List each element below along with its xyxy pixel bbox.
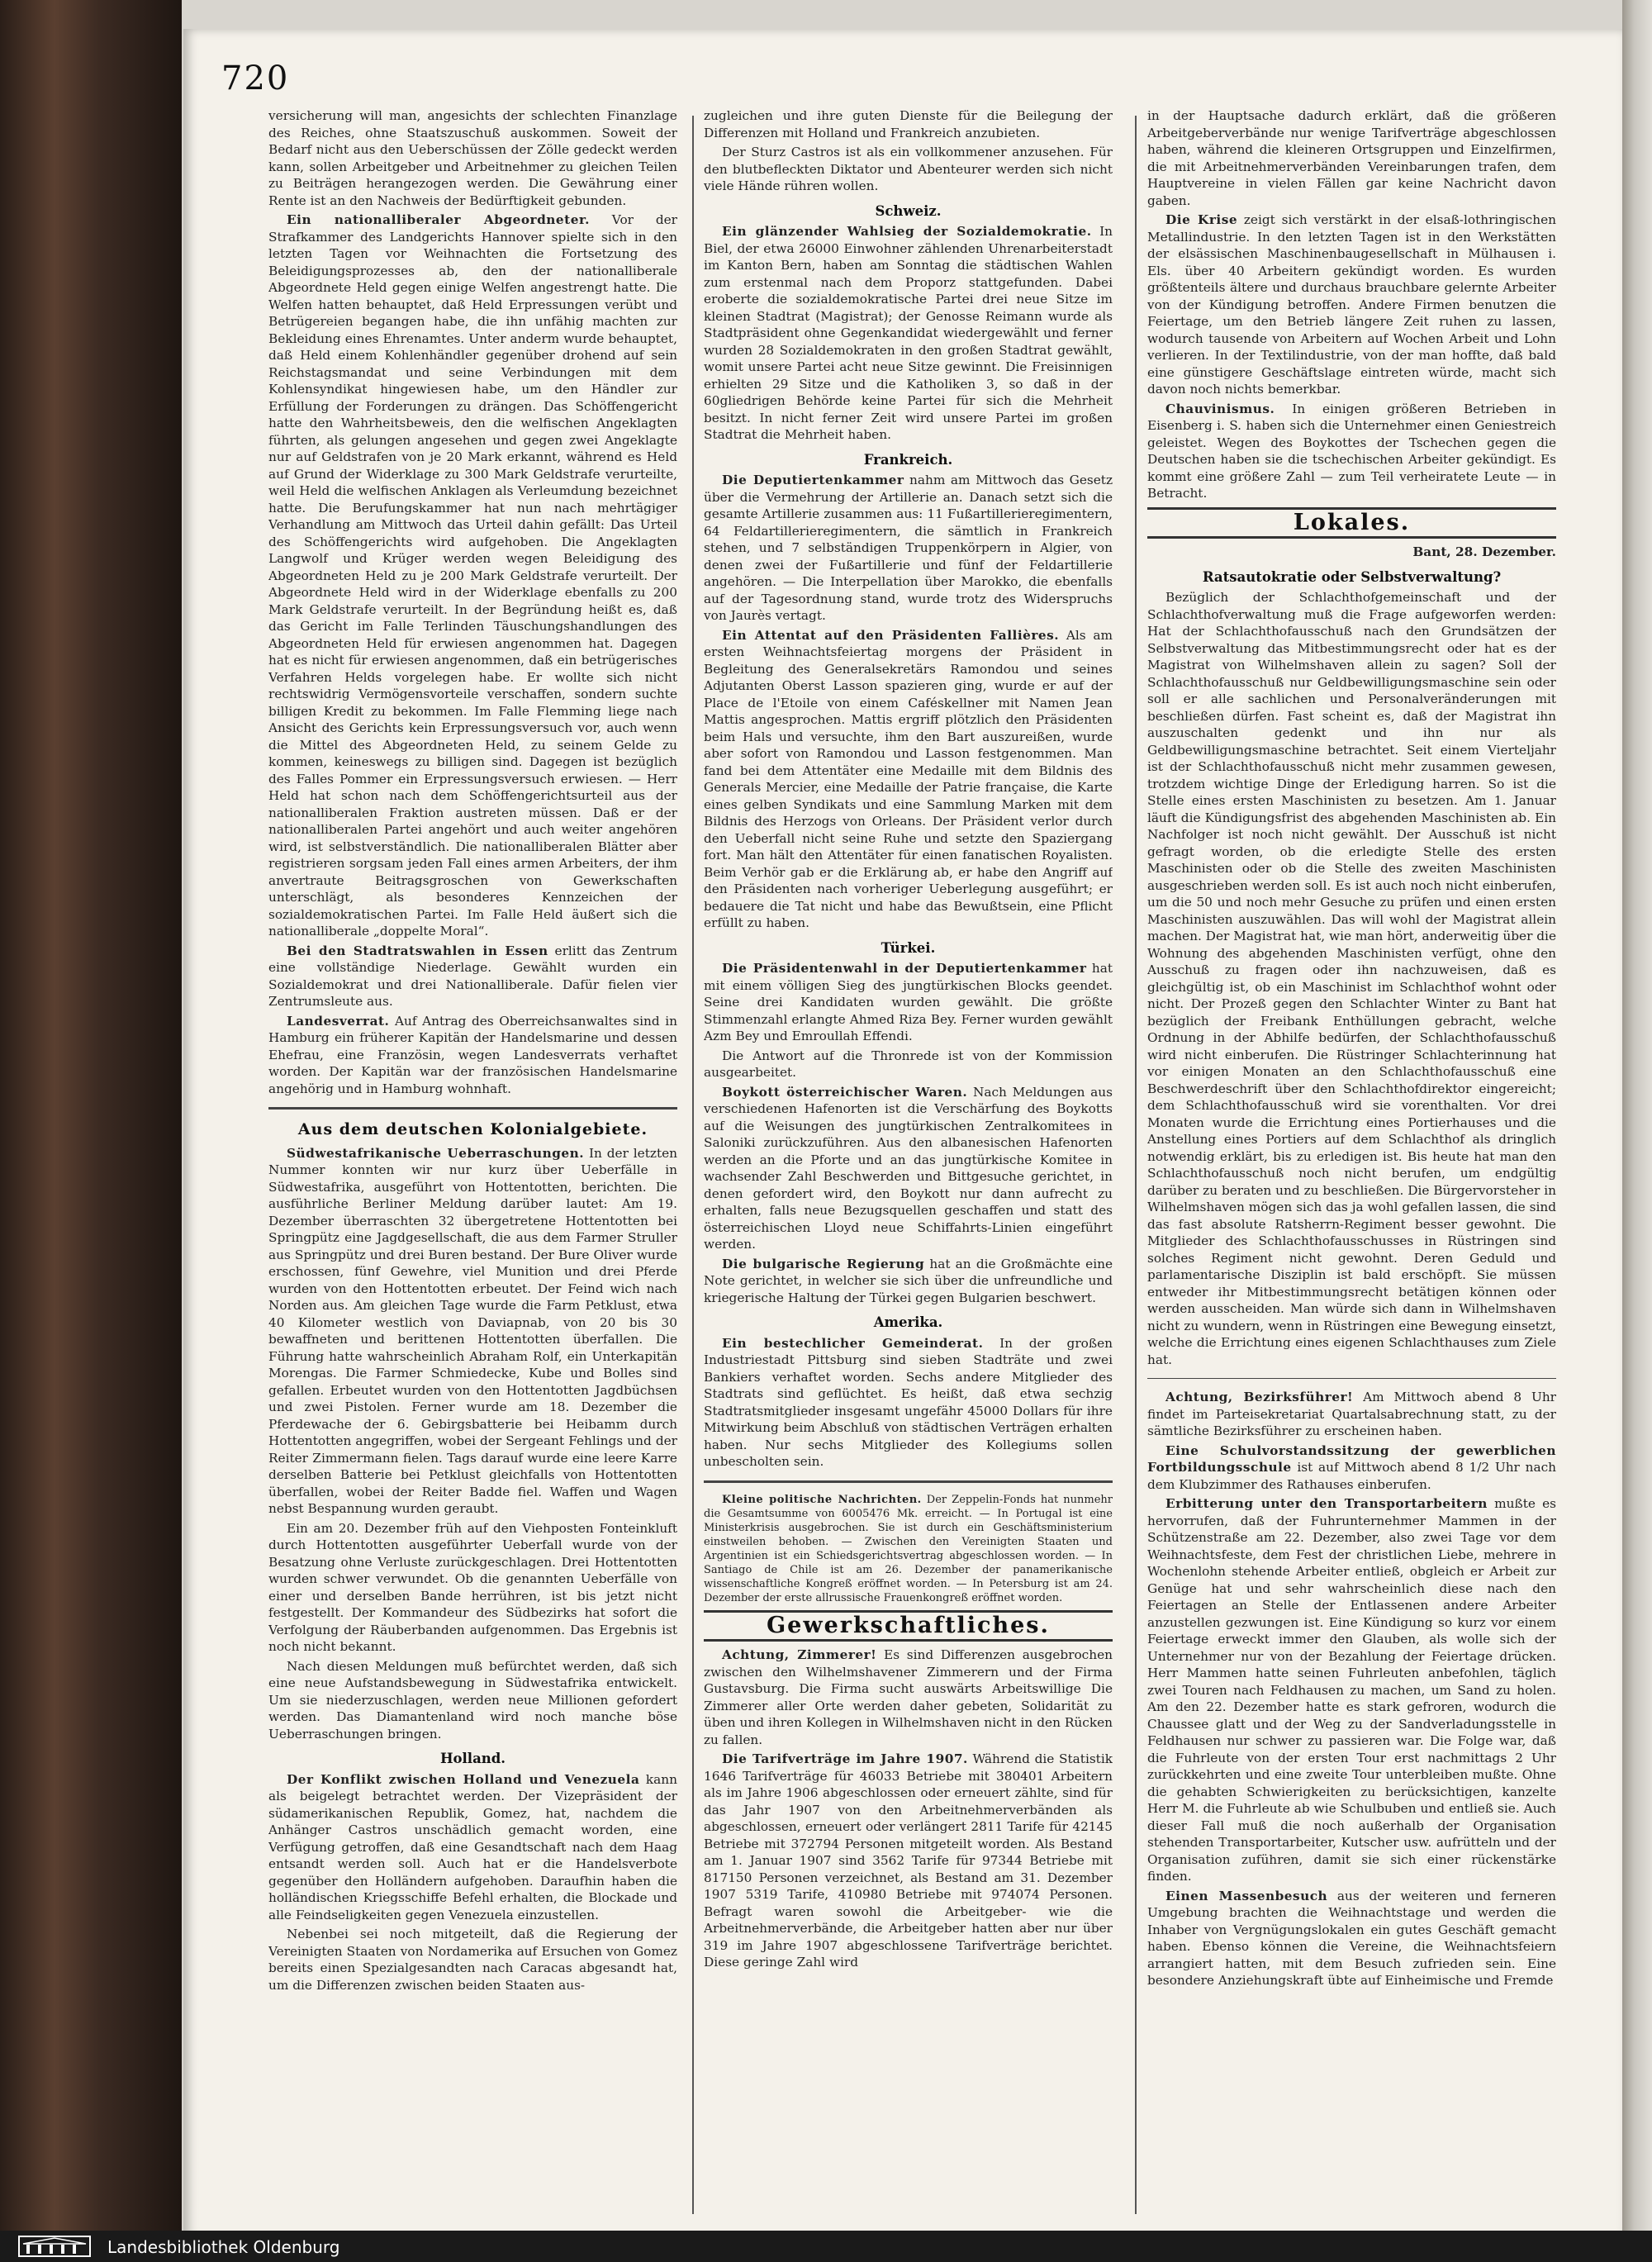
paragraph-lead: Eine Schulvorstandssitzung der gewerblichen Fortbildungsschule	[1147, 1442, 1556, 1475]
paragraph: versicherung will man, angesichts der schlechten Finanzlage des Reiches, ohne Staatszuschuß auskommen. Soweit der Bedarf nicht aus den Ueberschüssen der Zölle gedeckt werden kann, sollen Arbeitgeber und Arbeitnehmer zu gleichen Teilen zu Beiträgen herangezogen werden. Die Gewährung einer Rente ist an den Nachweis der Bedürftigkeit gebunden.	[268, 108, 677, 208]
paragraph-lead: Erbitterung unter den Transportarbeitern	[1165, 1496, 1488, 1511]
paragraph-lead: Achtung, Zimmerer!	[722, 1647, 877, 1662]
paragraph-body: erlitt das Zentrum eine vollständige Niederlage. Gewählt wurden ein Sozialdemokrat und drei Nationalliberale. Dafür fielen vier Zentrumsleute aus.	[268, 943, 677, 1009]
paragraph-lead: Bei den Stadtratswahlen in Essen	[287, 943, 548, 958]
paragraph-lead: Die Deputiertenkammer	[722, 473, 904, 487]
paragraph-body: ist auf Mittwoch abend 8 1/2 Uhr nach dem Klubzimmer des Rathauses einberufen.	[1147, 1460, 1556, 1492]
paragraph-lead: Landesverrat.	[287, 1013, 390, 1029]
paragraph-lead: Achtung, Bezirksführer!	[1165, 1390, 1354, 1404]
paragraph	[268, 1771, 677, 1924]
paragraph: Der Sturz Castros ist als ein vollkommener anzusehen. Für den blutbefleckten Diktator und Abenteurer werden sich nicht viele Hände rühren wollen.	[704, 145, 1113, 193]
paragraph-body: Vor der Strafkammer des Landgerichts Hannover spielte sich in den letzten Tagen vor Weihnachten die Fortsetzung des Beleidigungsprozesses ab, den der nationalliberale Abgeordnete Held gegen einige Welfen angestrengt hatte. Die Welfen hatten behauptet, daß Held Erpressungen verübt und Betrügereien begangen habe, die ihn unfähig machten zur Bekleidung eines Ehrenamtes. Unter anderm wurde behauptet, daß Held einem Kohlenhändler gegenüber drohend auf sein Reichstagsmandat und seine Verbindungen mit dem Kohlensyndikat hingewiesen habe, um den Händler zur Erfüllung der Forderungen zu drängen. Das Schöffengericht hatte den Wahrheitsbeweis, den die welfischen Angeklagten führten, als gelungen angesehen und gegen zwei Angeklagte nur auf Geldstrafen von je 20 Mark erkannt, während es Held auf Grund der Widerklage zu 300 Mark Geldstrafe verurteilte, weil Held die welfischen Anklagen als Verleumdung bezeichnet hatte. Die Berufungskammer hat nun nach mehrtägiger Verhandlung am Mittwoch das Urteil dahin gefällt: Das Urteil des Schöffengerichts wird aufgehoben. Die Angeklagten Langwolf und Krüger werden wegen Beleidigung des Abgeordneten Held zu je 200 Mark Geldstrafe verurteilt. Der Abgeordnete Held wird in der Widerklage ebenfalls zu 200 Mark Geldstrafe verurteilt. In der Begründung heißt es, daß das Gericht im Falle Terlinden Täuschungshandlungen des Abgeordneten Held für erwiesen angenommen hat. Dagegen hat es nicht für erwiesen angenommen, daß ein betrügerisches Verfahren Helds vorgelegen habe. Er wollte sich nicht rechtswidrig Vermögensvorteile verschaffen, sondern suchte billigen Kredit zu bekommen. Im Falle Flemming liege nach Ansicht des Gerichts kein Erpressungsversuch vor, auch wenn die Mittel des Abgeordneten Held, zu seinem Gelde zu kommen, keineswegs zu billigen sind. Dagegen ist bezüglich des Falles Pommer ein Erpressungsversuch erwiesen. — Herr Held hat schon nach dem Schöffengerichtsurteil aus der nationalliberalen Fraktion austreten müssen. Daß er der nationalliberalen Partei angehört und auch weiter angehören wird, ist selbstverständlich. Die nationalliberalen Blätter aber registrieren sorgsam jeden Fall eines armen Arbeiters, der ihm anvertraute Beitragsgroschen von Gewerkschaften unterschlägt, als besonderes Kennzeichen der sozialdemokratischen Partei. Im Falle Held äußert sich die nationalliberale „doppelte Moral“.	[268, 212, 677, 939]
page-number: 720	[221, 59, 290, 97]
paragraph	[1147, 211, 1556, 398]
paragraph-body: hat an die Großmächte eine Note gerichtet, in welcher sie sich über die unfreundliche und kriegerische Haltung der Türkei gegen Bulgarien beschwert.	[704, 1256, 1113, 1305]
section-heading-kolonial: Aus dem deutschen Kolonialgebiete.	[297, 1120, 648, 1138]
paragraph-lead: Die Tarifverträge im Jahre 1907.	[722, 1751, 968, 1766]
section-rule	[268, 1107, 677, 1110]
paragraph-body: hat mit einem völligen Sieg des jungtürkischen Blocks geendet. Seine drei Kandidaten wurden gewählt. Die größte Stimmenzahl erlangte Ahmed Riza Bey. Ferner wurden gewählt Azm Bey und Emroullah Effendi.	[704, 961, 1113, 1043]
paragraph	[268, 211, 677, 940]
paragraph-lead: Ein glänzender Wahlsieg der Sozialdemokratie.	[722, 224, 1092, 239]
country-heading-amerika: Amerika.	[873, 1314, 943, 1330]
paragraph-body: In der letzten Nummer konnten wir nur kurz über Ueberfälle in Südwestafrika, ausgeführt von Hottentotten, berichten. Die ausführliche Berliner Meldung darüber lautet: Am 19. Dezember überraschten 32 übergetretene Hottentotten bei Springpütz eine Jagdgesellschaft, die aus dem Farmer Struller aus Springpütz und drei Buren bestand. Der Bure Oliver wurde erschossen, fünf Gewehre, viel Munition und drei Pferde wurden von den Hottentotten erbeutet. Der Feind wich nach Norden aus. Am gleichen Tage wurde die Farm Petklust, etwa 40 Kilometer westlich von Daviapnab, von 20 bis 30 bewaffneten und berittenen Hottentotten überfallen. Die Führung hatte wahrscheinlich Abraham Rolf, ein Unterkapitän Morengas. Die Farmer Schmiedecke, Kube und Bolles sind gefallen. Erbeutet wurden von den Hottentotten Jagdbüchsen und zwei Pistolen. Ferner wurde am 18. Dezember die Pferdewache der 6. Gebirgsbatterie bei Heibamm durch Hottentotten angegriffen, wobei der Sergeant Fehlings und der Reiter Zimmermann fielen. Tags darauf wurde eine leere Karre derselben Batterie bei Petklust gleichfalls von Hottentotten überfallen, wobei der Reiter Badde fiel. Waffen und Wagen nebst Bespannung wurden geraubt.	[268, 1145, 677, 1516]
paragraph: Die Antwort auf die Thronrede ist von der Kommission ausgearbeitet.	[704, 1048, 1113, 1080]
paragraph-body: kann als beigelegt betrachtet werden. Der Vizepräsident der südamerikanischen Republik, Gomez, hat, nachdem die Anhänger Castros unschädlich gemacht worden, eine Verfügung getroffen, daß eine Gesandtschaft nach dem Haag entsandt werden soll. Auch hat er die Handelsverbote gegenüber den Holländern aufgehoben. Daraufhin haben die holländischen Kriegsschiffe Befehl erhalten, die Blockade und alle Feindseligkeiten gegen Venezuela einzustellen.	[268, 1771, 677, 1922]
paragraph-body: mußte es hervorrufen, daß der Fuhrunternehmer Mammen in der Schützenstraße am 22. Dezember, also zwei Tage vor dem Weihnachtsfeste, dem Fest der christlichen Liebe, mehrere in Wochenlohn stehende Arbeiter entließ, obgleich er Arbeit zur Genüge hat und sehr wahrscheinlich diese nach den Feiertagen an Stelle der Entlassenen andere Arbeiter anzustellen gezwungen ist. Eine Kündigung so kurz vor einem Feiertage erweckt immer den Glauben, als wolle sich der Unternehmer nur von der Bezahlung der Feiertage drücken. Herr Mammen hatte seinen Fuhrleuten anbefohlen, täglich zwei Touren nach Feldhausen zu machen, um Sand zu holen. Am den 22. Dezember hatte es stark gefroren, wodurch die Chaussee glatt und der Weg zu der Sandverladungsstelle in Feldhausen nur schwer zu passieren war. Die Folge war, daß die Fuhrleute von der ersten Tour erst nachmittags 2 Uhr zurückkehrten und eine zweite Tour unterbleiben mußte. Ohne die gehabten Schwierigkeiten zu berücksichtigen, kanzelte Herr M. die Fuhrleute ab wie Schulbuben und entließ sie. Auch dieser Fall muß die noch außerhalb der Organisation stehenden Transportarbeiter, Kutscher usw. aufrütteln und der Organisation zuführen, damit sie sich einer rückenstärke finden.	[1147, 1496, 1556, 1884]
paragraph-body: In Biel, der etwa 26000 Einwohner zählenden Uhrenarbeiterstadt im Kanton Bern, haben am Sonntag die städtischen Wahlen zum erstenmal nach dem Proporz stattgefunden. Dabei eroberte die sozialdemokratische Partei drei neue Sitze im kleinen Stadtrat (Magistrat); der Genosse Reimann wurde als Stadtpräsident ohne Gegenkandidat wiedergewählt und ferner wurden 28 Sozialdemokraten in den großen Stadtrat gewählt, womit unsere Partei acht neue Sitze gewinnt. Die Freisinnigen erhielten 29 Sitze und die Katholiken 3, so daß in der 60gliedrigen Behörde keine Partei für sich die Mehrheit besitzt. In nicht ferner Zeit wird unsere Partei im großen Stadtrat die Mehrheit haben.	[704, 224, 1113, 442]
paragraph-lead: Boykott österreichischer Waren.	[722, 1084, 968, 1100]
paragraph-lead: Kleine politische Nachrichten.	[722, 1493, 922, 1506]
paragraph	[1147, 1442, 1556, 1494]
paragraph: in der Hauptsache dadurch erklärt, daß die größeren Arbeitgeberverbände nur wenige Tarifverträge abgeschlossen haben, während die kleineren Ortsgruppen und Einzelfirmen, die mit Arbeitnehmerverbänden Vereinbarungen trafen, dem Hauptvereine in vielen Fällen gar keine Nachricht davon gaben.	[1147, 108, 1556, 208]
paragraph-body: nahm am Mittwoch das Gesetz über die Vermehrung der Artillerie an. Danach setzt sich die gesamte Artillerie zusammen aus: 11 Fußartillerieregimentern, 64 Feldartillerieregimentern, die sämtlich in Frankreich stehen, und 7 selbständigen Truppenkörpern in Algier, von denen zwei der Fußartillerie und fünf der Feldartillerie angehören. — Die Interpellation über Marokko, die ebenfalls auf der Tagesordnung stand, wurde trotz des Widerspruchs von Jaurès vertagt.	[704, 473, 1113, 623]
paragraph-body: Als am ersten Weihnachtsfeiertag morgens der Präsident in Begleitung des Generalsekretärs Ramondou und seines Adjutanten Oberst Lasson spazieren ging, wurde er auf der Place de l'Etoile von einem Caféskellner mit Namen Jean Mattis angesprochen. Mattis ergriff plötzlich den Präsidenten beim Hals und versuchte, ihm den Bart auszureißen, wurde aber sofort von Ramondou und Lasson festgenommen. Man fand bei dem Attentäter eine Medaille mit dem Bildnis des Generals Mercier, eine Medaille der Patrie française, die Karte eines gelben Syndikats und eine Sammlung Marken mit dem Bildnis des Herzogs von Orleans. Der Präsident verlor durch den Ueberfall nicht seine Ruhe und setzte den Spaziergang fort. Man hält den Attentäter für einen fanatischen Royalisten. Beim Verhör gab er die Erklärung ab, er habe den Angriff auf den Präsidenten nach vorheriger Ueberlegung ausgeführt; er bedauere die Tat nicht und habe das Bewußtsein, eine Pflicht erfüllt zu haben.	[704, 627, 1113, 930]
paragraph-body: In der großen Industriestadt Pittsburg sind sieben Stadträte und zwei Bankiers verhaftet worden. Sechs andere Mitglieder des Stadtrats sind geflüchtet. Es heißt, daß etwa sechzig Stadtratsmitglieder insgesamt ungefähr 45000 Dollars für ihre Mitwirkung beim Abschluß von städtischen Verträgen erhalten haben. Nur sechs Mitglieder des Kollegiums sollen unbescholten sein.	[704, 1335, 1113, 1469]
paragraph	[704, 960, 1113, 1045]
paragraph-lead: Der Konflikt zwischen Holland und Venezuela	[287, 1771, 640, 1787]
paragraph-lead: Einen Massenbesuch	[1165, 1888, 1328, 1903]
book-binding-edge	[0, 0, 182, 2262]
article-heading: Ratsautokratie oder Selbstverwaltung?	[1202, 568, 1502, 585]
paragraph-lead: Die Präsidentenwahl in der Deputiertenkammer	[722, 961, 1087, 976]
paragraph: Nebenbei sei noch mitgeteilt, daß die Regierung der Vereinigten Staaten von Nordamerika auf Ersuchen von Gomez bereits einen Spezialgesandten nach Caracas abgesandt hat, um die Differenzen zwischen beiden Staaten aus-	[268, 1927, 677, 1993]
paragraph-body: zeigt sich verstärkt in der elsaß-lothringischen Metallindustrie. In den letzten Tagen ist in den Werkstätten der elsässischen Maschinenbaugesellschaft in Mülhausen i. Els. über 40 Arbeitern gekündigt worden. Es wurden größtenteils ältere und durchaus brauchbare gelernte Arbeiter von der Kündigung betroffen. Andere Firmen benutzen die Feiertage, um den Betrieb längere Zeit ruhen zu lassen, wodurch tausende von Arbeitern auf Wochen Arbeit und Lohn verlieren. In der Textilindustrie, von der man hoffte, daß bald eine günstigere Geschäftslage eintreten würde, macht sich davon noch nichts bemerkbar.	[1147, 212, 1556, 397]
dateline: Bant, 28. Dezember.	[1412, 544, 1556, 559]
paragraph	[704, 472, 1113, 625]
paragraph-body: In einigen größeren Betrieben in Eisenberg i. S. haben sich die Unternehmer einen Geniestreich geleistet. Wegen des Boykottes der Tschechen gegen die Deutschen haben sie die tschechischen Arbeiter gekündigt. Es kommt eine größere Zahl — zum Teil verheiratete Leute — in Betracht.	[1147, 401, 1556, 501]
paragraph	[268, 1013, 677, 1098]
paragraph	[704, 1084, 1113, 1253]
paragraph-lead: Ein bestechlicher Gemeinderat.	[722, 1335, 984, 1351]
paragraph: zugleichen und ihre guten Dienste für die Beilegung der Differenzen mit Holland und Frankreich anzubieten.	[704, 108, 1113, 140]
paragraph	[704, 1647, 1113, 1748]
country-heading-frankreich: Frankreich.	[863, 451, 953, 468]
paragraph-lead: Die Krise	[1165, 212, 1238, 227]
paragraph: Nach diesen Meldungen muß befürchtet werden, daß sich eine neue Aufstandsbewegung in Südwestafrika entwickelt. Um sie niederzuschlagen, werden neue Millionen gefordert werden. Das Diamantenland wird noch manche böse Ueberraschungen bringen.	[268, 1658, 677, 1742]
news-brief	[704, 1493, 1113, 1605]
paragraph	[268, 943, 677, 1010]
paragraph	[1147, 1495, 1556, 1885]
paragraph-lead: Südwestafrikanische Ueberraschungen.	[287, 1145, 585, 1161]
column-divider	[692, 116, 694, 2214]
paragraph	[704, 1335, 1113, 1471]
paragraph	[704, 1751, 1113, 1971]
section-heading-lokales: Lokales.	[1147, 507, 1556, 539]
paragraph	[1147, 401, 1556, 502]
library-logo-icon	[18, 2236, 91, 2257]
paragraph-body: aus der weiteren und ferneren Umgebung brachten die Weihnachtstage und werden die Inhaber von Vergnügungslokalen ein gutes Geschäft gemacht haben. Ebenso können die Vereine, die Weihnachtsfeiern arrangiert hatten, mit dem Besuch zufrieden sein. Eine besondere Anziehungskraft übte auf Einheimische und Fremde	[1147, 1888, 1556, 1988]
country-heading-schweiz: Schweiz.	[875, 202, 942, 219]
paragraph-body: Nach Meldungen aus verschiedenen Hafenorten ist die Verschärfung des Boykotts auf die Weisungen des jungtürkischen Zentralkomitees in Saloniki zurückzuführen. Aus den albanesischen Hafenorten werden an die Pforte und an das jungtürkische Komitee in wachsender Zahl Beschwerden und Bittgesuche gerichtet, in denen gefordert wird, den Boykott nur dann aufrecht zu erhalten, falls neue Bezugsquellen geschaffen und statt des österreichischen Lloyd neue Schiffahrts-Linien eingeführt werden.	[704, 1084, 1113, 1252]
paragraph-lead: Die bulgarische Regierung	[722, 1256, 925, 1271]
paragraph-body: Auf Antrag des Oberreichsanwaltes sind in Hamburg ein früherer Kapitän der Handelsmarine und dessen Ehefrau, eine Französin, wegen Landesverrats verhaftet worden. Der Kapitän war der französischen Handelsmarine angehörig und in Hamburg wohnhaft.	[268, 1013, 677, 1096]
column-right	[1147, 107, 1556, 2218]
paragraph	[1147, 1888, 1556, 1989]
paragraph-lead: Ein Attentat auf den Präsidenten Fallières.	[722, 627, 1060, 643]
paragraph-body: Am Mittwoch abend 8 Uhr findet im Parteisekretariat Quartalsabrechnung statt, zu der sämtliche Bezirksführer zu erscheinen haben.	[1147, 1390, 1556, 1438]
page-stack-edge	[1622, 0, 1652, 2262]
paragraph	[704, 223, 1113, 444]
paragraph-lead: Chauvinismus.	[1165, 401, 1275, 416]
country-heading-holland: Holland.	[439, 1751, 506, 1766]
library-name[interactable]: Landesbibliothek Oldenburg	[107, 2237, 340, 2257]
section-heading-gewerkschaftliches: Gewerkschaftliches.	[704, 1610, 1113, 1642]
paragraph-body: Es sind Differenzen ausgebrochen zwischen den Wilhelmshavener Zimmerern und der Firma Gustavsburg. Die Firma sucht auswärts Arbeitswillige Die Zimmerer aller Orte werden daher gebeten, Solidarität zu üben und ihren Kollegen in Wilhelmshaven nicht in den Rücken zu fallen.	[704, 1647, 1113, 1747]
section-rule	[1147, 1378, 1556, 1379]
column-divider	[1135, 116, 1137, 2214]
paragraph: Bezüglich der Schlachthofgemeinschaft und der Schlachthofverwaltung muß die Frage aufgeworfen werden: Hat der Schlachthofausschuß nach den Grundsätzen der Selbstverwaltung das Mitbestimmungsrecht oder hat es der Magistrat von Wilhelmshaven allein zu sagen? Soll der Schlachthofausschuß nur Geldbewilligungsmaschine sein oder soll er alle sachlichen und Personalveränderungen mit beschließen dürfen. Fast scheint es, daß der Magistrat ihn auszuschalten gedenkt und ihn nur als Geldbewilligungsmaschine betrachtet. Seit einem Vierteljahr ist der Schlachthofausschuß nicht mehr zusammen gewesen, trotzdem wichtige Dinge der Erledigung harren. So ist die Stelle eines ersten Maschinisten zu besetzen. Am 1. Januar läuft die Kündigungsfrist des abgehenden Maschinisten ab. Ein Nachfolger ist noch nicht gewählt. Der Ausschuß ist nicht gefragt worden, ob die erledigte Stelle des ersten Maschinisten oder ob die Stelle des zweiten Maschinisten ausgeschrieben werden soll. Es ist auch noch nicht einberufen, um die 50 und noch mehr Gesuche zu prüfen und einen ersten Maschinisten auszuwählen. Das will wohl der Magistrat allein machen. Der Magistrat hat, wie man hört, anderweitig über die Wohnung des abgehenden Maschinisten verfügt, ohne den Ausschuß zu fragen oder ihn nachzuweisen, daß es gleichgültig ist, ob ein Maschinist im Schlachthof wohnt oder nicht. Der Prozeß gegen den Schlachter Winter zu Bant hat bezüglich der Freibank Enthüllungen gebracht, welche Ordnung in der Abhilfe bedürfen, der Schlachthofausschuß wird nicht einberufen. Die Rüstringer Schlachterinnung hat vor einigen Monaten an den Schlachthofausschuß eine Beschwerdeschrift über den Schlachthofdirektor eingereicht; dem Schlachthofausschuß wird sie vorenthalten. Vor drei Monaten wurde die Errichtung eines Portierhauses und die Anstellung eines Portiers auf dem Schlachthof als dringlich notwendig erklärt, bis zu erledigen ist. Bis heute hat man den Schlachthofausschuß noch nicht berufen, um endgültig darüber zu beraten und zu beschließen. Die Bürgervorsteher in Wilhelmshaven mögen sich das ja wohl gefallen lassen, die sind das fast absolute Ratsherrn-Regiment besser gewohnt. Die Mitglieder des Schlachthofausschusses in Rüstringen sind solches Regiment nicht gewohnt. Deren Geduld und parlamentarische Disziplin ist bald erschöpft. Sie müssen entweder ihr Mitbestimmungsrecht betätigen können oder werden ausscheiden. Man würde sich dann in Wilhelmshaven nicht zu wundern, wenn in Rüstringen eine Bewegung einsetzt, welche die Errichtung eines eigenen Schlachthauses zum Ziele hat.	[1147, 590, 1556, 1367]
paragraph	[1147, 1389, 1556, 1440]
column-left	[268, 107, 677, 2218]
section-rule	[704, 1480, 1113, 1483]
paragraph-lead: Ein nationalliberaler Abgeordneter.	[287, 212, 590, 227]
country-heading-tuerkei: Türkei.	[881, 939, 936, 956]
paragraph	[704, 1256, 1113, 1307]
library-building-icon	[20, 2237, 89, 2255]
column-middle	[704, 107, 1113, 2218]
paragraph	[704, 627, 1113, 932]
paragraph-body: Während die Statistik 1646 Tarifverträge für 46033 Betriebe mit 380401 Arbeitern als im Jahre 1906 abgeschlossen oder erneuert zählte, sind für das Jahr 1907 von den Arbeitnehmerverbänden als abgeschlossen, erneuert oder verlängert 2811 Tarife für 42145 Betriebe mit 372794 Personen mitgeteilt worden. Als Bestand am 1. Januar 1907 sind 3562 Tarife für 97344 Betriebe mit 817150 Personen verzeichnet, als Bestand am 31. Dezember 1907 5319 Tarife, 410980 Betriebe mit 974074 Personen. Befragt waren sowohl die Arbeitgeber- wie die Arbeitnehmerverbände, die Arbeitgeber hatten aber nur über 319 im Jahre 1907 abgeschlossene Tarifverträge berichtet. Diese geringe Zahl wird	[704, 1751, 1113, 1970]
paragraph: Ein am 20. Dezember früh auf den Viehposten Fonteinkluft durch Hottentotten ausgeführter Ueberfall wurde von der Besatzung ohne Verluste zurückgeschlagen. Drei Hottentotten wurden schwer verwundet. Ob die genannten Ueberfälle von einer und derselben Bande herrühren, ist bis jetzt nicht festgestellt. Der Kommandeur des Südbezirks hat sofort die Verfolgung der Räuberbanden aufgenommen. Das Ergebnis ist noch nicht bekannt.	[268, 1520, 677, 1654]
paragraph-body: Der Zeppelin-Fonds hat nunmehr die Gesamtsumme von 6005476 Mk. erreicht. — In Portugal ist eine Ministerkrisis ausgebrochen. Sie ist durch ein Geschäftsministerium einstweilen behoben. — Zwischen den Vereinigten Staaten und Argentinien ist ein Schiedsgerichtsvertrag abgeschlossen worden. — In Santiago de Chile ist am 26. Dezember der panamerikanische wissenschaftliche Kongreß eröffnet worden. — In Petersburg ist am 24. Dezember der erste allrussische Frauenkongreß eröffnet worden.	[704, 1493, 1113, 1604]
paragraph	[268, 1145, 677, 1518]
